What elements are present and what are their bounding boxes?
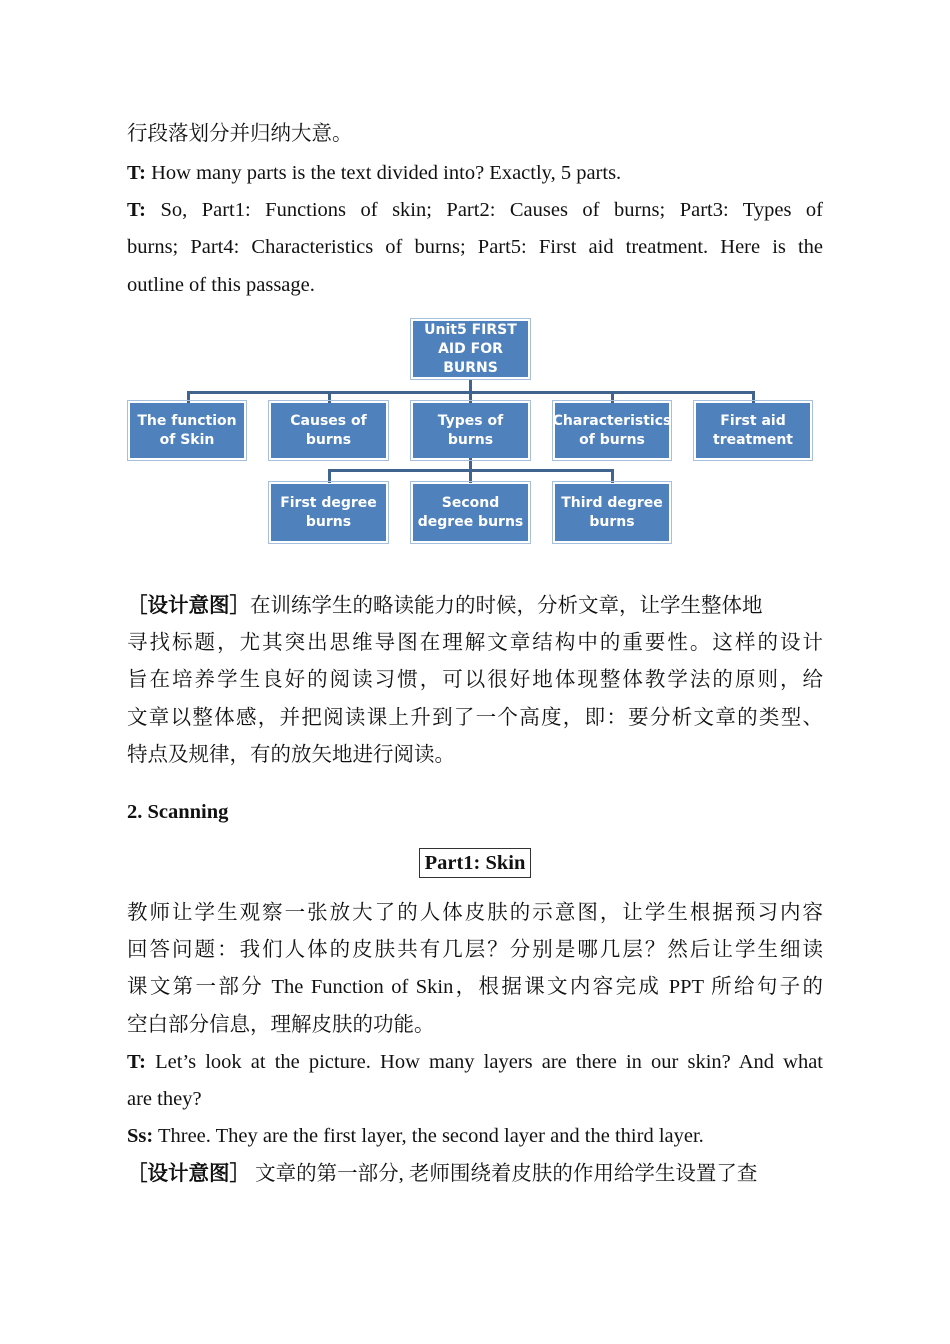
dialogue-text: Let’s look at the picture. How many layers are there in our skin? And what	[155, 1051, 823, 1073]
section-heading: 2. Scanning	[127, 801, 229, 823]
connector	[328, 391, 331, 403]
paragraph-line: 回答问题：我们人体的皮肤共有几层？分别是哪几层？然后让学生细读	[127, 939, 823, 961]
node-first-degree-burns	[271, 484, 386, 541]
node-causes-of-burns	[271, 403, 386, 458]
connector	[187, 391, 190, 403]
node-function-of-skin	[130, 403, 244, 458]
node-label: Unit5 FIRST AID FOR BURNS	[424, 321, 517, 376]
design-intent-text: 在训练学生的略读能力的时候，分析文章，让学生整体地	[250, 595, 763, 617]
node-label: First degree burns	[280, 494, 377, 530]
node-label: Types of burns	[437, 412, 504, 448]
connector	[611, 391, 614, 403]
node-label: The function of Skin	[137, 412, 237, 448]
node-first-aid-treatment	[696, 403, 810, 458]
text-line: 行段落划分并归纳大意。	[127, 123, 353, 145]
dialogue-line	[127, 1048, 823, 1076]
root-node	[413, 321, 528, 377]
paragraph-line: 课文第一部分 The Function of Skin，根据课文内容完成 PPT 所给句子的	[127, 976, 823, 998]
node-characteristics-of-burns	[552, 403, 672, 458]
connector	[469, 391, 472, 403]
node-label: Third degree burns	[561, 494, 663, 530]
design-intent-label: ［设计意图］	[127, 595, 250, 617]
design-intent-text: 文章的第一部分, 老师围绕着皮肤的作用给学生设置了查	[255, 1163, 758, 1185]
dialogue-text: So, Part1: Functions of skin; Part2: Causes of burns; Part3: Types of	[160, 199, 823, 221]
design-intent-text: 寻找标题，尤其突出思维导图在理解文章结构中的重要性。这样的设计	[127, 632, 823, 654]
connector	[469, 469, 472, 483]
dialogue-text: How many parts is the text divided into? Exactly, 5 parts.	[151, 162, 622, 184]
dialogue-text: outline of this passage.	[127, 274, 315, 296]
connector	[752, 391, 755, 403]
connector	[328, 469, 331, 483]
dialogue-text: burns; Part4: Characteristics of burns; Part5: First aid treatment. Here is the	[127, 236, 823, 258]
paragraph-line: 空白部分信息，理解皮肤的功能。	[127, 1014, 435, 1036]
node-third-degree-burns	[555, 484, 669, 541]
speaker-label: T:	[127, 199, 146, 221]
dialogue-line	[127, 196, 823, 224]
design-intent-label: ［设计意图］	[127, 1163, 250, 1185]
node-second-degree-burns	[413, 484, 528, 541]
design-intent-text: 旨在培养学生良好的阅读习惯，可以很好地体现整体教学法的原则，给	[127, 669, 823, 691]
design-intent-line	[127, 592, 763, 620]
node-types-of-burns	[413, 403, 528, 458]
part-title: Part1: Skin	[419, 848, 531, 878]
paragraph-line: 教师让学生观察一张放大了的人体皮肤的示意图，让学生根据预习内容	[127, 902, 823, 924]
node-label: Causes of burns	[290, 412, 367, 448]
dialogue-text: are they?	[127, 1088, 202, 1110]
design-intent-line	[127, 1160, 757, 1188]
dialogue-line	[127, 159, 621, 187]
design-intent-text: 特点及规律，有的放矢地进行阅读。	[127, 744, 455, 766]
speaker-label: T:	[127, 162, 146, 184]
speaker-label: T:	[127, 1051, 146, 1073]
node-label: First aid treatment	[713, 412, 793, 448]
dialogue-line	[127, 1122, 704, 1150]
node-label: Second degree burns	[417, 494, 524, 530]
dialogue-text: Three. They are the first layer, the second layer and the third layer.	[157, 1125, 704, 1147]
node-label: Characteristics of burns	[552, 412, 672, 448]
connector	[611, 469, 614, 483]
design-intent-text: 文章以整体感，并把阅读课上升到了一个高度，即：要分析文章的类型、	[127, 707, 823, 729]
speaker-label: Ss:	[127, 1125, 154, 1147]
